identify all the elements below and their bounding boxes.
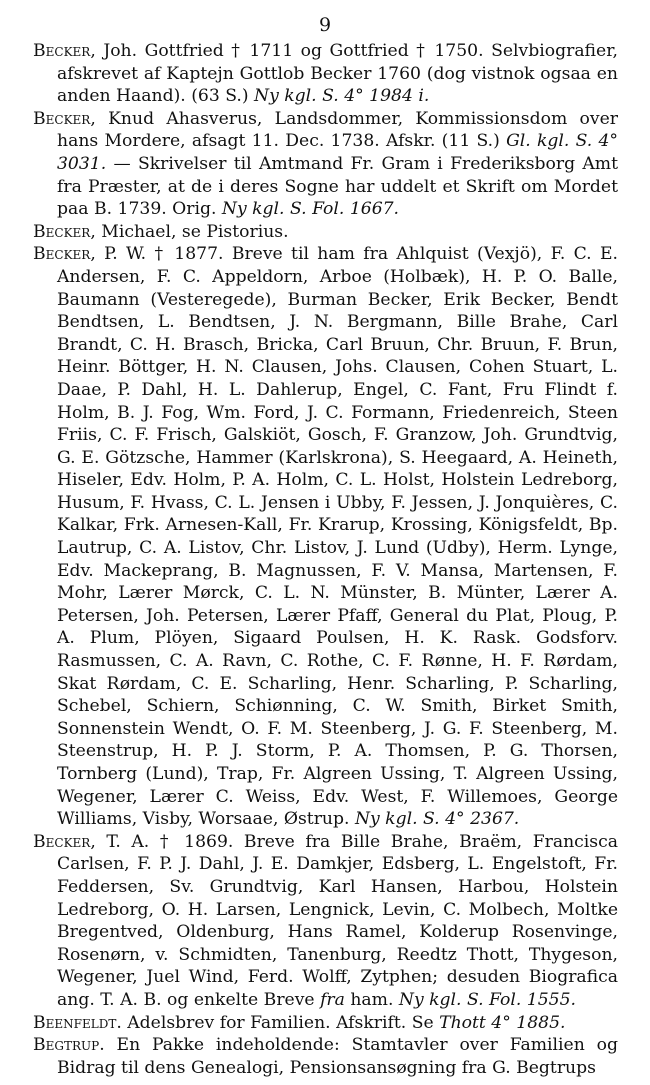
entry-heading: Becker, [33,221,96,242]
entry-reference: Gl. kgl. S. 4° 3031. [57,131,618,174]
entry-text: Joh. Gottfried † 1711 og Gottfried † 1750. Selvbiografier, afskrevet af Kaptejn Gottlob Becker 1760 (dog vistnok ogsaa en anden Haand). (63 S.) [57,41,618,107]
catalog-entry [33,1012,618,1035]
catalog-entry [33,831,618,1012]
entry-text: Knud Ahasverus, Landsdommer, Kommissionsdom over hans Mordere, afsagt 11. Dec. 1738. Afskr. (11 S.) [57,108,618,152]
entry-heading: Begtrup. [33,1035,105,1056]
entry-reference: Thott 4° 1885. [439,1012,566,1033]
entry-text: P. W. † 1877. Breve til ham fra Ahlquist (Vexjö), F. C. E. Andersen, F. C. Appeldorn, Arboe (Holbæk), H. P. O. Balle, Baumann (Vesteregede), Burman Becker, Erik Becker, Bendt Bendtsen, L. Bendtsen, J. N. Bergmann, Bille Brahe, Carl Brandt, C. H. Brasch, Bricka, Carl Bruun, Chr. Bruun, F. Brun, Heinr. Böttger, H. N. Clausen, Johs. Clausen, Cohen Stuart, L. Daae, P. Dahl, H. L. Dahlerup, Engel, C. Fant, Fru Flindt f. Holm, B. J. Fog, Wm. Ford, J. C. Formann, Friedenreich, Steen Friis, C. F. Frisch, Galskiöt, Gosch, F. Granzow, Joh. Grundtvig, G. E. Götzsche, Hammer (Karlskrona), S. Heegaard, A. Heineth, Hiseler, Edv. Holm, P. A. Holm, C. L. Holst, Holstein Ledreborg, Husum, F. Hvass, C. L. Jensen i Ubby, F. Jessen, J. Jonquières, C. Kalkar, Frk. Arnesen-Kall, Fr. Krarup, Krossing, Königsfeldt, Bp. Lautrup, C. A. Listov, Chr. Listov, J. Lund (Udby), Herm. Lynge, Edv. Mackeprang, B. Magnussen, F. V. Mansa, Martensen, F. Mohr, Lærer Mørck, C. L. N. Münster, B. Münter, Lærer A. Petersen, Joh. Petersen, Lærer Pfaff, General du Plat, Ploug, P. A. Plum, Plöyen, Sigaard Poulsen, H. K. Rask. Godsforv. Rasmussen, C. A. Ravn, C. Rothe, C. F. Rønne, H. F. Rørdam, Skat Rørdam, C. E. Scharling, Henr. Scharling, P. Scharling, Schebel, Schiern, Schiønning, C. W. Smith, Birket Smith, Sonnenstein Wendt, O. F. M. Steenberg, J. G. F. Steenberg, M. Steenstrup, H. P. J. Storm, P. A. Thomsen, P. G. Thorsen, Tornberg (Lund), Trap, Fr. Algreen Ussing, T. Algreen Ussing, Wegener, Lærer C. Weiss, Edv. West, F. Willemoes, George Williams, Visby, Worsaae, Østrup. [57,244,618,830]
entry-text: En Pakke indeholdende: Stamtavler over Familien og Bidrag til dens Genealogi, Pensionsansøgning fra G. Begtrups [57,1035,618,1078]
entry-heading: Becker, [33,108,96,129]
entry-text: — Skrivelser til Amtmand Fr. Gram i Frederiksborg Amt fra Præster, at de i deres Sogne har uddelt et Skrift om Mordet paa B. 1739. Orig. [57,153,618,220]
entry-heading: Becker, [33,244,96,265]
catalog-entry [33,243,618,830]
entry-heading: Becker, [33,831,96,852]
entry-reference: Ny kgl. S. 4° 2367. [354,809,520,830]
catalog-entry [33,221,618,244]
catalog-entry [33,108,618,221]
entry-text: ham. [344,989,399,1010]
entry-reference: Ny kgl. S. Fol. 1555. [398,989,577,1010]
entry-heading: Becker, [33,41,96,61]
catalog-entries [33,40,618,1079]
entry-text: Adelsbrev for Familien. Afskrift. Se [121,1012,440,1033]
entry-text: Michael, se Pistorius. [95,221,289,242]
entry-reference: fra [320,989,345,1010]
catalog-entry [33,1034,618,1079]
page-number: 9 [318,14,332,36]
entry-text: T. A. † 1869. Breve fra Bille Brahe, Braëm, Francisca Carlsen, F. P. J. Dahl, J. E. Damkjer, Edsberg, L. Engelstoft, Fr. Feddersen, Sv. Grundtvig, Karl Hansen, Harbou, Holstein Ledreborg, O. H. Larsen, Lengnick, Levin, C. Molbech, Moltke Bregentved, Oldenburg, Hans Ramel, Kolderup Rosenvinge, Rosenørn, v. Schmidten, Tanenburg, Reedtz Thott, Thygeson, Wegener, Juel Wind, Ferd. Wolff, Zytphen; desuden Biografica ang. T. A. B. og enkelte Breve [57,831,618,1010]
catalog-entry [33,40,618,108]
entry-heading: Beenfeldt. [33,1012,122,1033]
entry-reference: Ny kgl. S. Fol. 1667. [221,199,400,220]
entry-reference: Ny kgl. S. 4° 1984 i. [254,86,430,107]
